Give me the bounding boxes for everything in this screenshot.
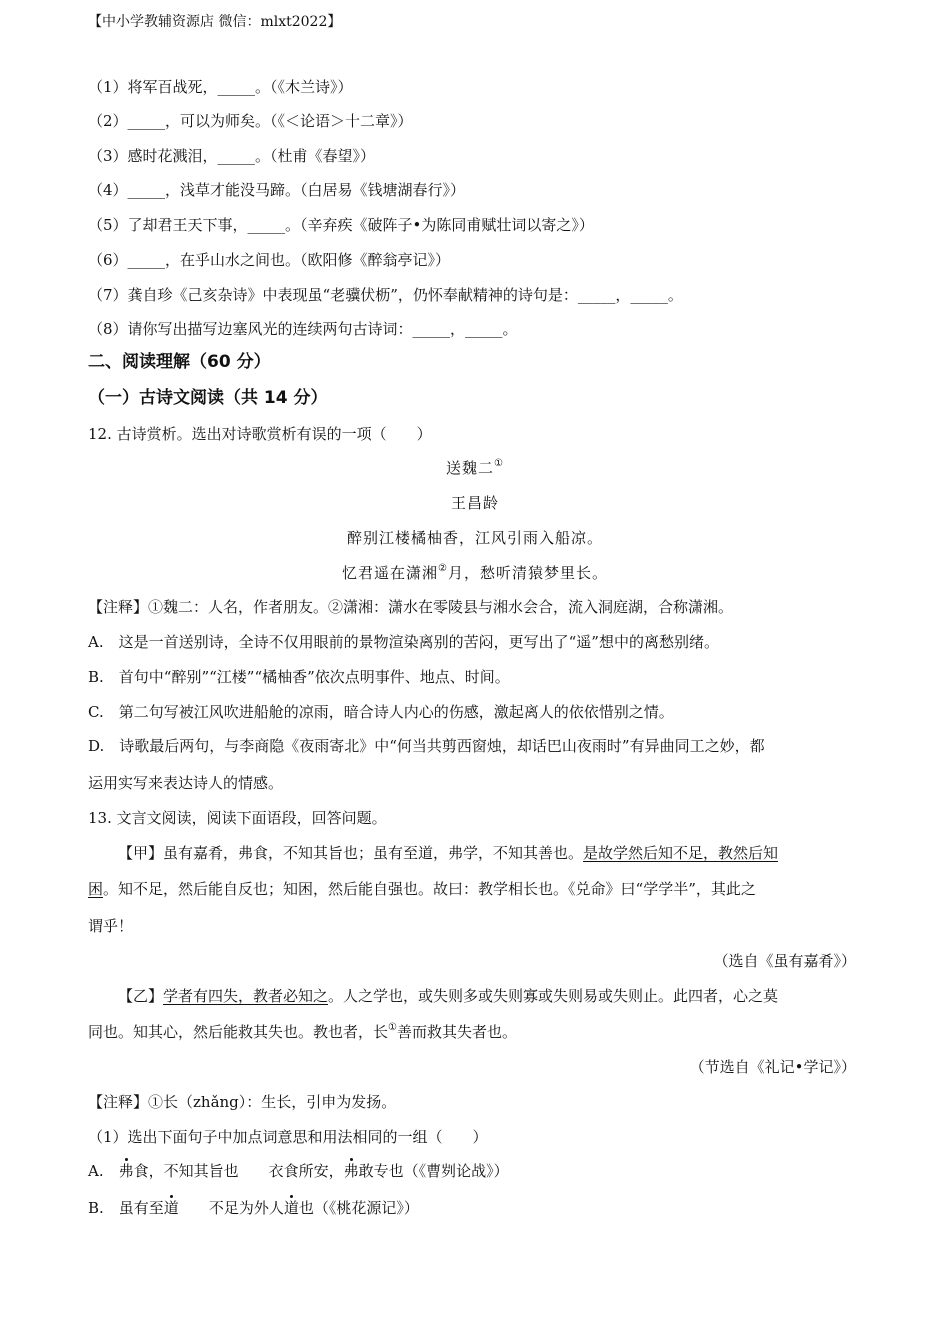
passage-yi-line2	[88, 1022, 517, 1042]
fill-in-item-1: （1）将军百战死，_____。（《木兰诗》）	[88, 78, 353, 96]
poem-line-2a: 忆君遥在潇湘	[342, 564, 439, 582]
poem-author: 王昌龄	[450, 494, 499, 512]
q12-note: 【注释】①魏二：人名，作者朋友。②潇湘：潇水在零陵县与湘水会合，流入洞庭湖，合称潇湘。	[88, 598, 734, 616]
passage-yi-source: （节选自《礼记•学记》）	[689, 1058, 856, 1076]
subsection-heading: （一）古诗文阅读（共 14 分）	[88, 388, 328, 408]
poem-title	[0, 458, 950, 478]
passage-yi-text-b: 。人之学也，或失则多或失则寡或失则易或失则止。此四者，心之莫	[328, 987, 779, 1005]
dotted-word: 道	[283, 1199, 299, 1217]
poem-line-2-note: ②	[438, 563, 448, 574]
passage-jia-line3: 谓乎！	[88, 917, 134, 935]
dotted-word: 道	[163, 1199, 179, 1217]
q13-option-a-text-1: A.	[88, 1162, 119, 1180]
passage-jia-source: （选自《虽有嘉肴》）	[713, 952, 856, 970]
q13-option-b-text-1: B. 虽有至	[88, 1199, 164, 1217]
fill-in-item-2: （2）_____，可以为师矣。（《＜论语＞十二章》）	[88, 112, 413, 130]
fill-in-item-4: （4）_____，浅草才能没马蹄。（白居易《钱塘湖春行》）	[88, 181, 466, 199]
passage-yi-text-c1: 同也。知其心，然后能救其失也。教也者，长	[88, 1023, 389, 1041]
dotted-word: 弗	[118, 1162, 134, 1180]
passage-jia-line1	[118, 843, 778, 863]
q13-option-b	[88, 1198, 419, 1218]
passage-yi-underline: 学者有四失，教者必知之	[163, 987, 329, 1005]
passage-yi-text-c2: 善而救其失者也。	[396, 1023, 517, 1041]
q12-option-b: B. 首句中“醉别”“江楼”“橘柚香”依次点明事件、地点、时间。	[88, 668, 510, 686]
passage-jia-text-a: 【甲】虽有嘉肴，弗食，不知其旨也；虽有至道，弗学，不知其善也。	[118, 844, 584, 862]
fill-in-item-8: （8）请你写出描写边塞风光的连续两句古诗词：_____，_____。	[88, 320, 518, 338]
poem-line-2	[0, 563, 950, 583]
q13-note: 【注释】①长（zhǎng）：生长，引申为发扬。	[88, 1093, 397, 1111]
fill-in-item-6: （6）_____，在乎山水之间也。（欧阳修《醉翁亭记》）	[88, 251, 451, 269]
q12-option-d-line1: D. 诗歌最后两句，与李商隐《夜雨寄北》中“何当共剪西窗烛，却话巴山夜雨时”有异曲同工之妙，都	[88, 737, 765, 755]
q13-option-b-text-2: 不足为外人	[178, 1199, 284, 1217]
passage-jia-line2	[88, 879, 756, 899]
q13-option-a	[88, 1161, 509, 1181]
passage-yi-line1	[118, 986, 778, 1006]
q13-sub1-prompt: （1）选出下面句子中加点词意思和用法相同的一组（ ）	[88, 1128, 488, 1146]
q13-option-a-text-2: 食，不知其旨也 衣食所安，	[133, 1162, 344, 1180]
passage-jia-underline-2: 困	[88, 880, 104, 898]
poem-line-2b: 月，愁听清猿梦里长。	[447, 564, 608, 582]
fill-in-item-5: （5）了却君王天下事，_____。（辛弃疾《破阵子•为陈同甫赋壮词以寄之》）	[88, 216, 594, 234]
fill-in-item-3: （3）感时花溅泪，_____。（杜甫《春望》）	[88, 147, 376, 165]
section-heading: 二、阅读理解（60 分）	[88, 352, 271, 372]
q13-option-a-text-3: 敢专也（《曹刿论战》）	[358, 1162, 509, 1180]
poem-title-note: ①	[494, 458, 504, 469]
q13-option-b-text-3: 也（《桃花源记》）	[298, 1199, 419, 1217]
fill-in-item-7: （7）龚自珍《己亥杂诗》中表现虽“老骥伏枥”，仍怀奉献精神的诗句是：_____，_____。	[88, 286, 683, 304]
passage-yi-label: 【乙】	[118, 987, 164, 1005]
q12-option-d-line2: 运用实写来表达诗人的情感。	[88, 774, 284, 792]
q12-option-c: C. 第二句写被江风吹进船舱的凉雨，暗合诗人内心的伤感，激起离人的依依惜别之情。	[88, 703, 674, 721]
passage-jia-underline-1: 是故学然后知不足，教然后知	[583, 844, 779, 862]
q13-prompt: 13. 文言文阅读，阅读下面语段，回答问题。	[88, 809, 387, 827]
q12-prompt: 12. 古诗赏析。选出对诗歌赏析有误的一项（ ）	[88, 425, 432, 443]
poem-line-1: 醉别江楼橘柚香，江风引雨入船凉。	[346, 529, 603, 547]
dotted-word: 弗	[343, 1162, 359, 1180]
q12-option-a: A. 这是一首送别诗，全诗不仅用眼前的景物渲染离别的苦闷，更写出了“遥”想中的离愁别绪。	[88, 633, 719, 651]
passage-yi-note-mark: ①	[388, 1022, 397, 1033]
watermark-header: 【中小学教辅资源店 微信：mlxt2022】	[88, 14, 342, 30]
passage-jia-text-b: 。知不足，然后能自反也；知困，然后能自强也。故曰：教学相长也。《兑命》曰“学学半”，其此之	[103, 880, 756, 898]
poem-title-text: 送魏二	[446, 459, 495, 477]
